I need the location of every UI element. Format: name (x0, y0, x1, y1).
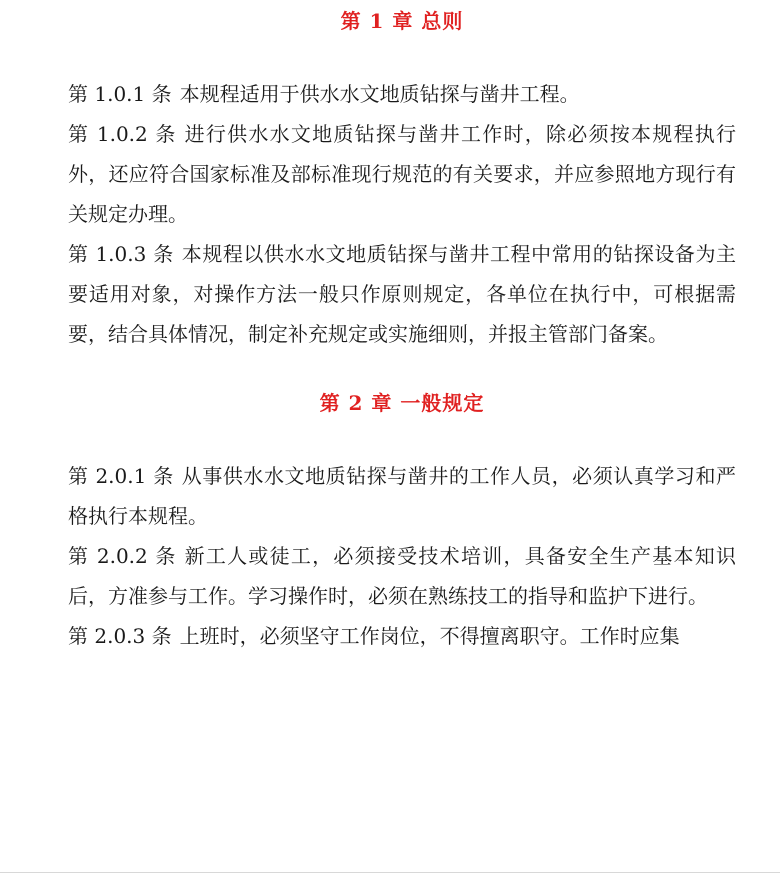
article-number: 第 1.0.2 条 (68, 122, 177, 146)
article-text: 上班时，必须坚守工作岗位，不得擅离职守。工作时应集 (179, 624, 680, 648)
article-1-0-1 (68, 74, 736, 114)
article-number: 第 1.0.1 条 (68, 82, 172, 106)
article-number: 第 2.0.2 条 (68, 544, 177, 568)
article-text: 从事供水水文地质钻探与凿井的工作人员，必须认真学习和严格执行本规程。 (68, 464, 737, 528)
article-text: 进行供水水文地质钻探与凿井工作时，除必须按本规程执行外，还应符合国家标准及部标准现行规范的有关要求，并应参照地方现行有关规定办理。 (68, 122, 736, 226)
article-text: 本规程以供水水文地质钻探与凿井工程中常用的钻探设备为主要适用对象，对操作方法一般只作原则规定，各单位在执行中，可根据需要，结合具体情况，制定补充规定或实施细则，并报主管部门备案。 (68, 242, 737, 346)
document-page (68, 0, 736, 656)
article-1-0-3 (68, 234, 736, 354)
article-2-0-1 (68, 456, 736, 536)
article-2-0-3 (68, 616, 736, 656)
chapter-2-title: 第 2 章 一般规定 (319, 391, 485, 415)
article-number: 第 2.0.3 条 (68, 624, 172, 648)
article-1-0-2 (68, 114, 736, 234)
chapter-1-title: 第 1 章 总则 (340, 9, 464, 33)
article-2-0-2 (68, 536, 736, 616)
article-number: 第 1.0.3 条 (68, 242, 174, 266)
article-text: 新工人或徒工，必须接受技术培训，具备安全生产基本知识后，方准参与工作。学习操作时，必须在熟练技工的指导和监护下进行。 (68, 544, 736, 608)
page-bottom-divider (0, 872, 780, 873)
article-text: 本规程适用于供水水文地质钻探与凿井工程。 (179, 82, 580, 106)
article-number: 第 2.0.1 条 (68, 464, 174, 488)
